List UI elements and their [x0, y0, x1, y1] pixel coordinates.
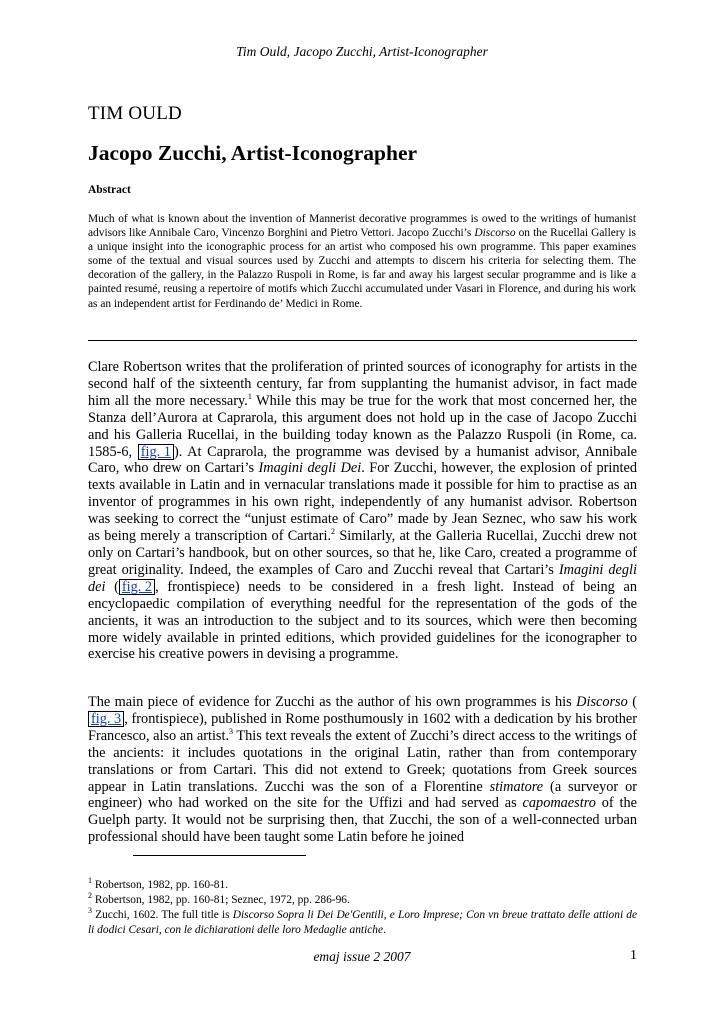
figure-1-link[interactable]: fig. 1: [138, 444, 174, 460]
author-name: TIM OULD: [88, 103, 182, 124]
abstract-discorso-italic: Discorso: [474, 227, 516, 240]
footnote-ref-2[interactable]: 2: [331, 527, 336, 537]
footnote-3: $^3$ Zucchi, 1602. The full title is Discorso Sopra li Dei De'Gentili, e Loro Imprese; Con vn breue trattato delle attioni de li dodici Cesari, con le dichiarationi delle loro Medaglie antiche.: [88, 906, 638, 936]
figure-2-link[interactable]: fig. 2: [119, 579, 155, 595]
footnote-ref-1[interactable]: 1: [247, 392, 252, 402]
abstract-text: Much of what is known about the invention of Mannerist decorative programmes is owed to the writings of humanist advisors like Annibale Caro, Vincenzo Borghini and Pietro Vettori. Jacopo Zucchi’s Discorso on the Rucellai Gallery is a unique insight into the iconographic process for an artist who composed his own programme. This paper examines some of the textual and visual sources used by Zucchi and attempts to discern his criteria for selecting them. The decoration of the gallery, in the Palazzo Ruspoli in Rome, is far and away his largest secular programme and is like a painted resumé, reusing a repertoire of motifs which Zucchi accumulated under Vasari in Florence, and during his work as an independent artist for Ferdinando de’ Medici in Rome.: [88, 213, 636, 310]
page-number: 1: [630, 948, 637, 963]
body-paragraph-1: Clare Robertson writes that the proliferation of printed sources of iconography for artists in the second half of the sixteenth century, far from supplanting the humanist advisor, in fact made him all the more necessary.$^1$ While this may be true for the work that most concerned her, the Stanza dell’Aurora at Caprarola, this argument does not hold up in the case of Jacopo Zucchi and his Galleria Rucellai, in the building today known as the Palazzo Ruspoli (in Rome, ca. 1585-6, fig. 1 ). At Caprarola, the programme was devised by a humanist advisor, Annibale Caro, who drew on Cartari’s Imagini degli Dei. For Zucchi, however, the explosion of printed texts available in Latin and in vernacular translations made it possible for him to practise as an inventor of programmes in his own right, independently of any humanist advisor. Robertson was seeking to correct the “unjust estimate of Caro” made by Jean Seznec, who saw his work as being merely a transcription of Cartari.$^2$ Similarly, at the Galleria Rucellai, Zucchi drew not only on Cartari’s handbook, but on other sources, so that he, like Caro, created a programme of great originality. Indeed, the examples of Caro and Zucchi reveal that Cartari’s Imagini degli dei ( fig. 2 , frontispiece) needs to be considered in a fresh light. Instead of being an encyclopaedic compilation of everything needful for the representation of the gods of the ancients, it was an introduction to the subject and to its sources, which were then becoming more widely available in printed editions, which provided guidelines for the iconographer to exercise his creative powers in devising a programme.: [88, 359, 638, 663]
abstract-divider: [88, 340, 637, 341]
footnote-divider: [133, 855, 306, 856]
body-paragraph-2: The main piece of evidence for Zucchi as the author of his own programmes is his Discorso (fig. 3 , frontispiece), published in Rome posthumously in 1602 with a dedication by his brother Francesco, also an artist.$^3$ This text reveals the extent of Zucchi’s direct access to the writings of the ancients: it includes quotations in the original Latin, rather than from contemporary translations or from Cartari. This did not extend to Greek; quotations from Greek sources appear in Latin translations. Zucchi was the son of a Florentine stimatore (a surveyor or engineer) who had worked on the site for the Uffizi and had served as capomaestro of the Guelph party. It would not be surprising then, that Zucchi, the son of a well-connected urban professional should have been taught some Latin before he joined: [88, 694, 638, 846]
abstract-heading: Abstract: [88, 184, 131, 196]
footer-issue: emaj issue 2 2007: [313, 949, 411, 964]
figure-3-link[interactable]: fig. 3: [88, 711, 124, 727]
footnotes: [88, 878, 637, 938]
footnote-1: $^1$ Robertson, 1982, pp. 160-81.: [88, 876, 229, 891]
footnote-2: $^2$ Robertson, 1982, pp. 160-81; Seznec, 1972, pp. 286-96.: [88, 891, 350, 906]
running-head: Tim Ould, Jacopo Zucchi, Artist-Iconographer: [236, 44, 488, 59]
footnote-ref-3[interactable]: 3: [229, 727, 234, 737]
article-title: Jacopo Zucchi, Artist-Iconographer: [88, 141, 418, 165]
